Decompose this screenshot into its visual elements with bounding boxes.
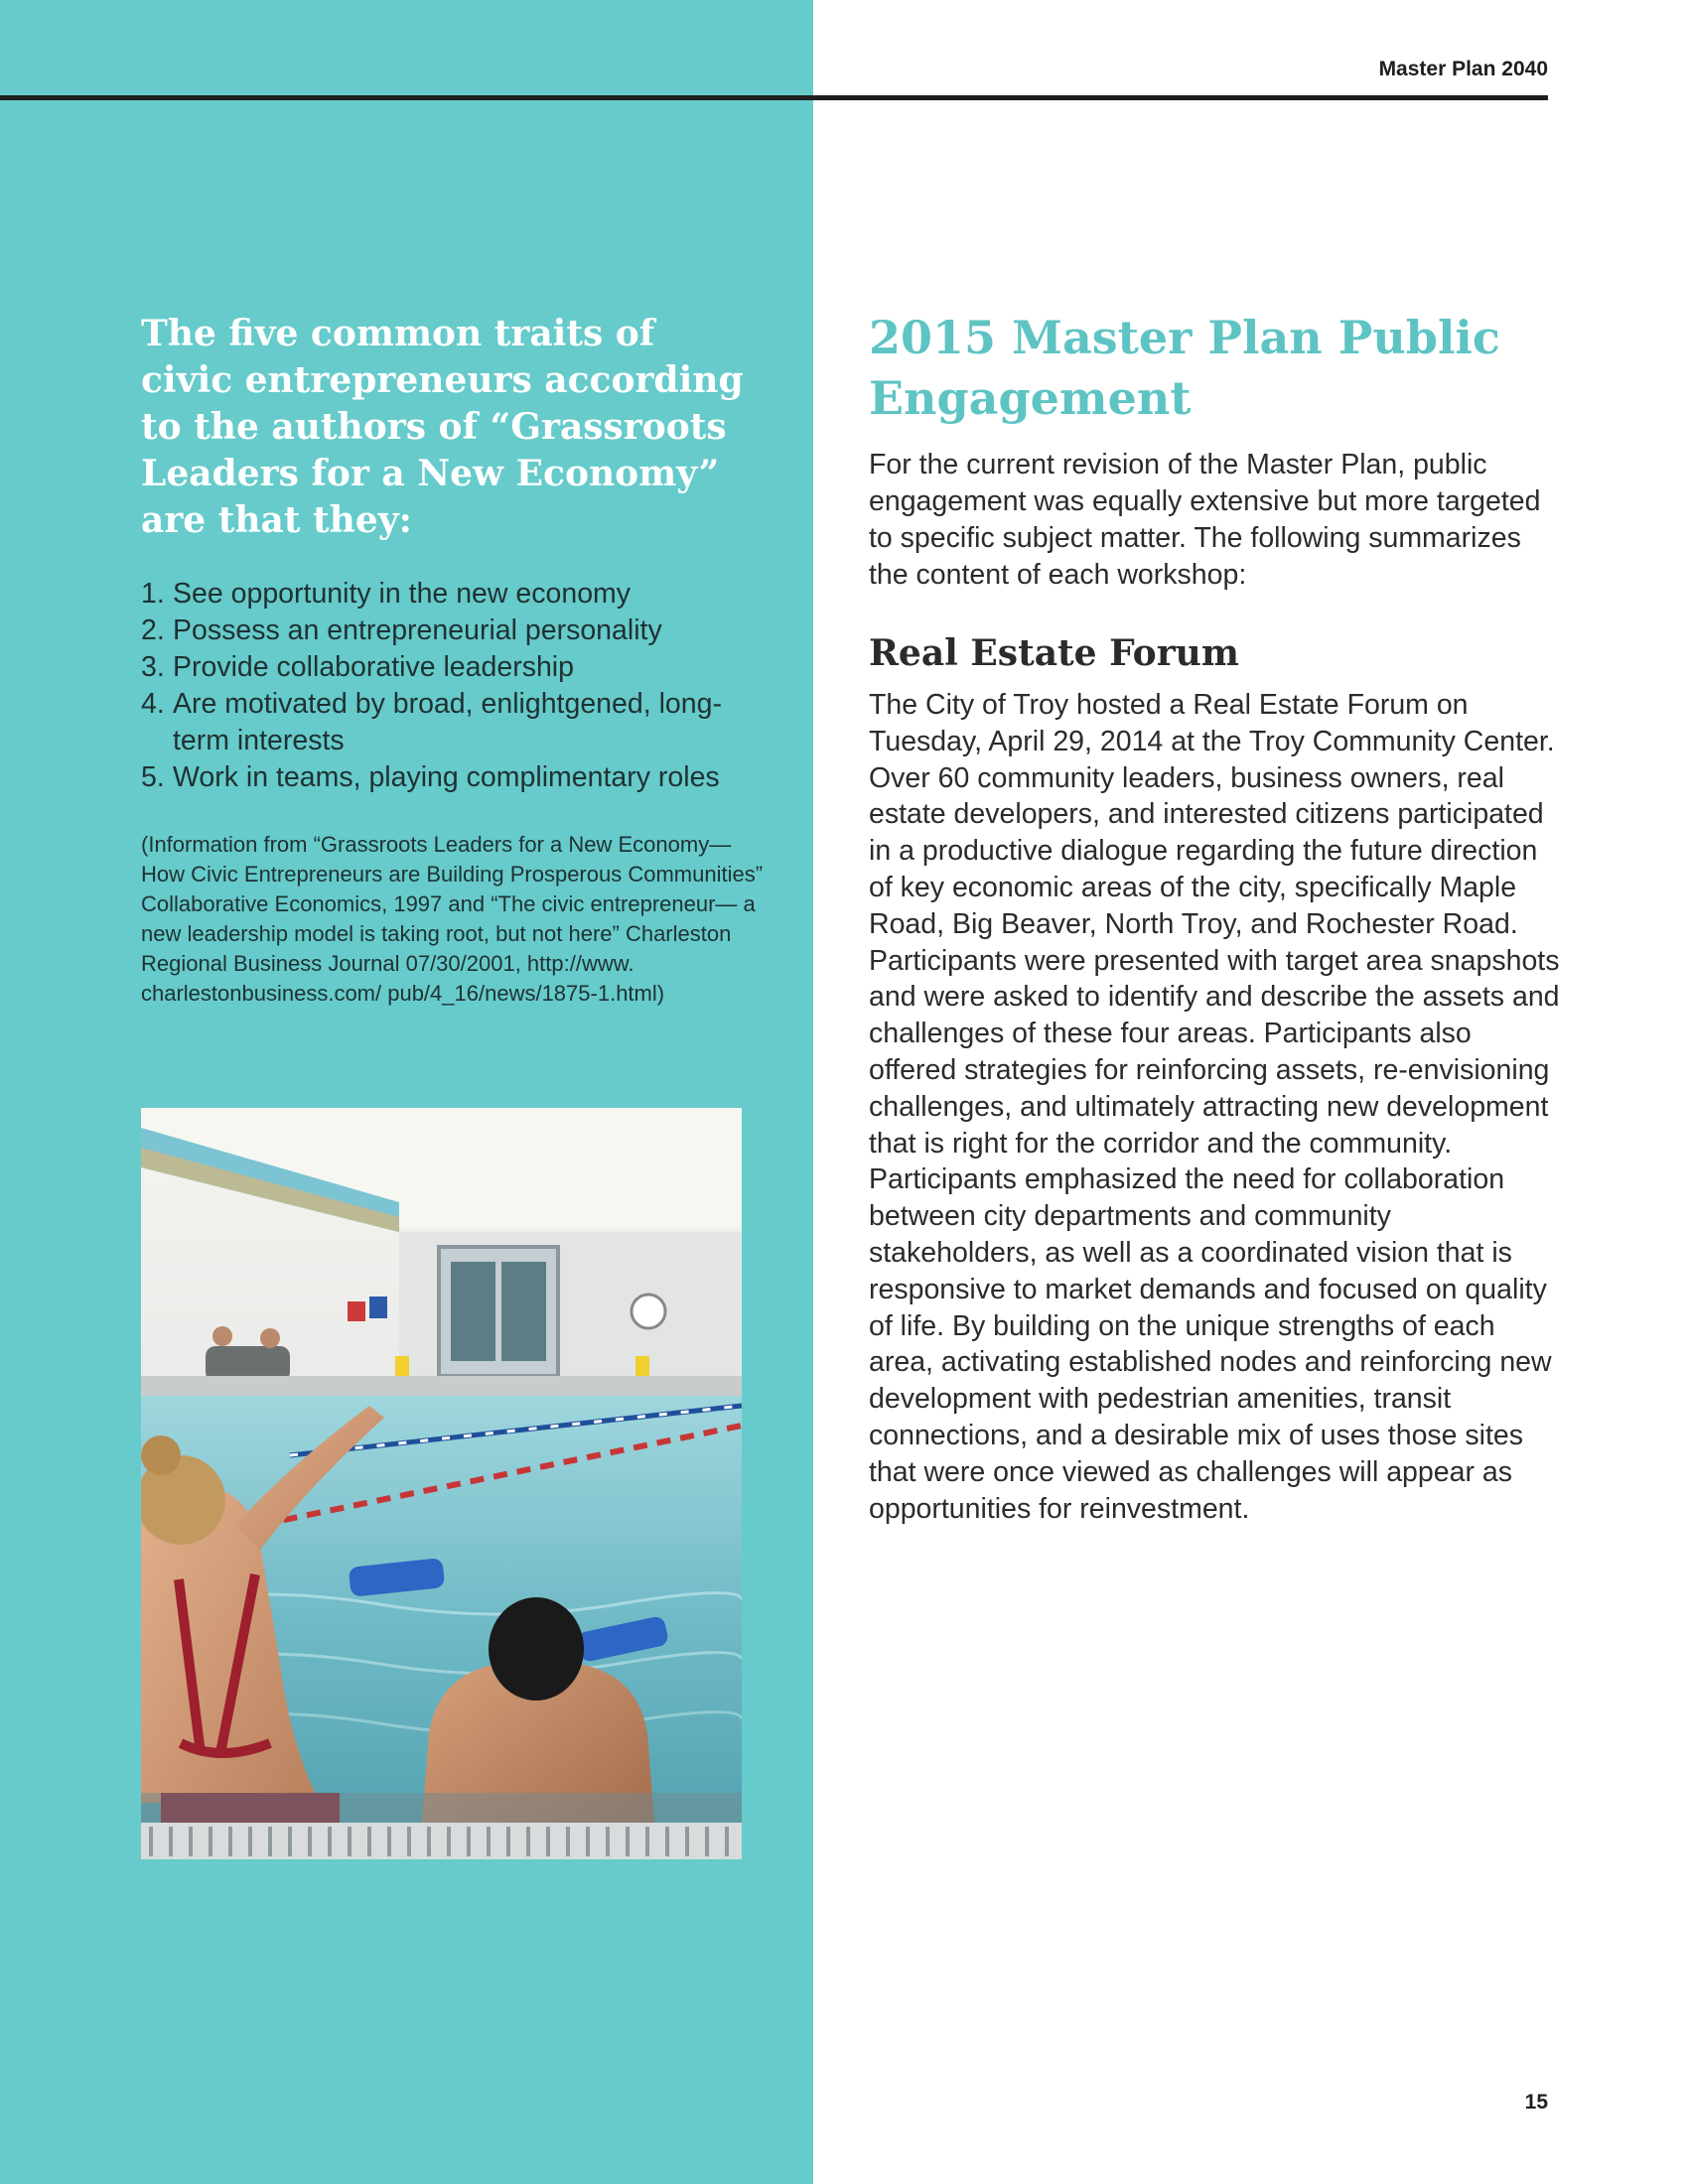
subsection-title: Real Estate Forum bbox=[869, 632, 1239, 674]
section-title: 2015 Master Plan Public Engagement bbox=[869, 311, 1500, 425]
traits-list bbox=[141, 576, 776, 796]
list-item bbox=[141, 649, 776, 686]
citation-note: (Information from “Grassroots Leaders for a New Economy— How Civic Entrepreneurs are Building Prosperous Communities” Collaborative Economics, 1997 and “The civic entrepreneur— a new leadership model is taking root, but not here” Charleston Regional Business Journal 07/30/2001, http://www. charlestonbusiness.com/ pub/4_16/news/1875-1.html) bbox=[141, 832, 764, 1006]
pool-photo bbox=[141, 1108, 742, 1859]
list-text: Work in teams, playing complimentary roles bbox=[173, 761, 720, 793]
list-number: 3. bbox=[141, 651, 165, 683]
list-number: 5. bbox=[141, 761, 165, 793]
sidebar-heading: The five common traits of civic entrepreneurs according to the authors of “Grassroots Leaders for a New Economy” are that they: bbox=[141, 313, 744, 541]
list-item bbox=[141, 613, 776, 649]
list-text: Provide collaborative leadership bbox=[173, 651, 574, 683]
page-number: 15 bbox=[1524, 2091, 1548, 2114]
list-number: 2. bbox=[141, 614, 165, 646]
list-item bbox=[141, 759, 776, 796]
list-item bbox=[141, 576, 776, 613]
list-number: 1. bbox=[141, 578, 165, 610]
intro-paragraph: For the current revision of the Master Plan, public engagement was equally extensive but more targeted to specific subject matter. The following summarizes the content of each workshop: bbox=[869, 449, 1541, 591]
list-number: 4. bbox=[141, 688, 165, 720]
list-text: Are motivated by broad, enlightgened, long-term interests bbox=[173, 688, 722, 756]
body-paragraph: The City of Troy hosted a Real Estate Forum on Tuesday, April 29, 2014 at the Troy Community Center. Over 60 community leaders, business owners, real estate developers, and interested citizens participated in a productive dialogue regarding the future direction of key economic areas of the city, specifically Maple Road, Big Beaver, North Troy, and Rochester Road. Participants were presented with target area snapshots and were asked to identify and describe the assets and challenges of these four areas. Participants also offered strategies for reinforcing assets, re-envisioning challenges, and ultimately attracting new development that is right for the corridor and the community. Participants emphasized the need for collaboration between city departments and community stakeholders, as well as a coordinated vision that is responsive to market demands and focused on quality of life. By building on the unique strengths of each area, activating established nodes and reinforcing new development with pedestrian amenities, transit connections, and a desirable mix of uses those sites that were once viewed as challenges will appear as opportunities for reinvestment. bbox=[869, 689, 1560, 1525]
header-rule bbox=[0, 95, 1548, 100]
running-head: Master Plan 2040 bbox=[1378, 58, 1548, 80]
list-item bbox=[141, 686, 776, 759]
list-text: See opportunity in the new economy bbox=[173, 578, 632, 610]
list-text: Possess an entrepreneurial personality bbox=[173, 614, 662, 646]
